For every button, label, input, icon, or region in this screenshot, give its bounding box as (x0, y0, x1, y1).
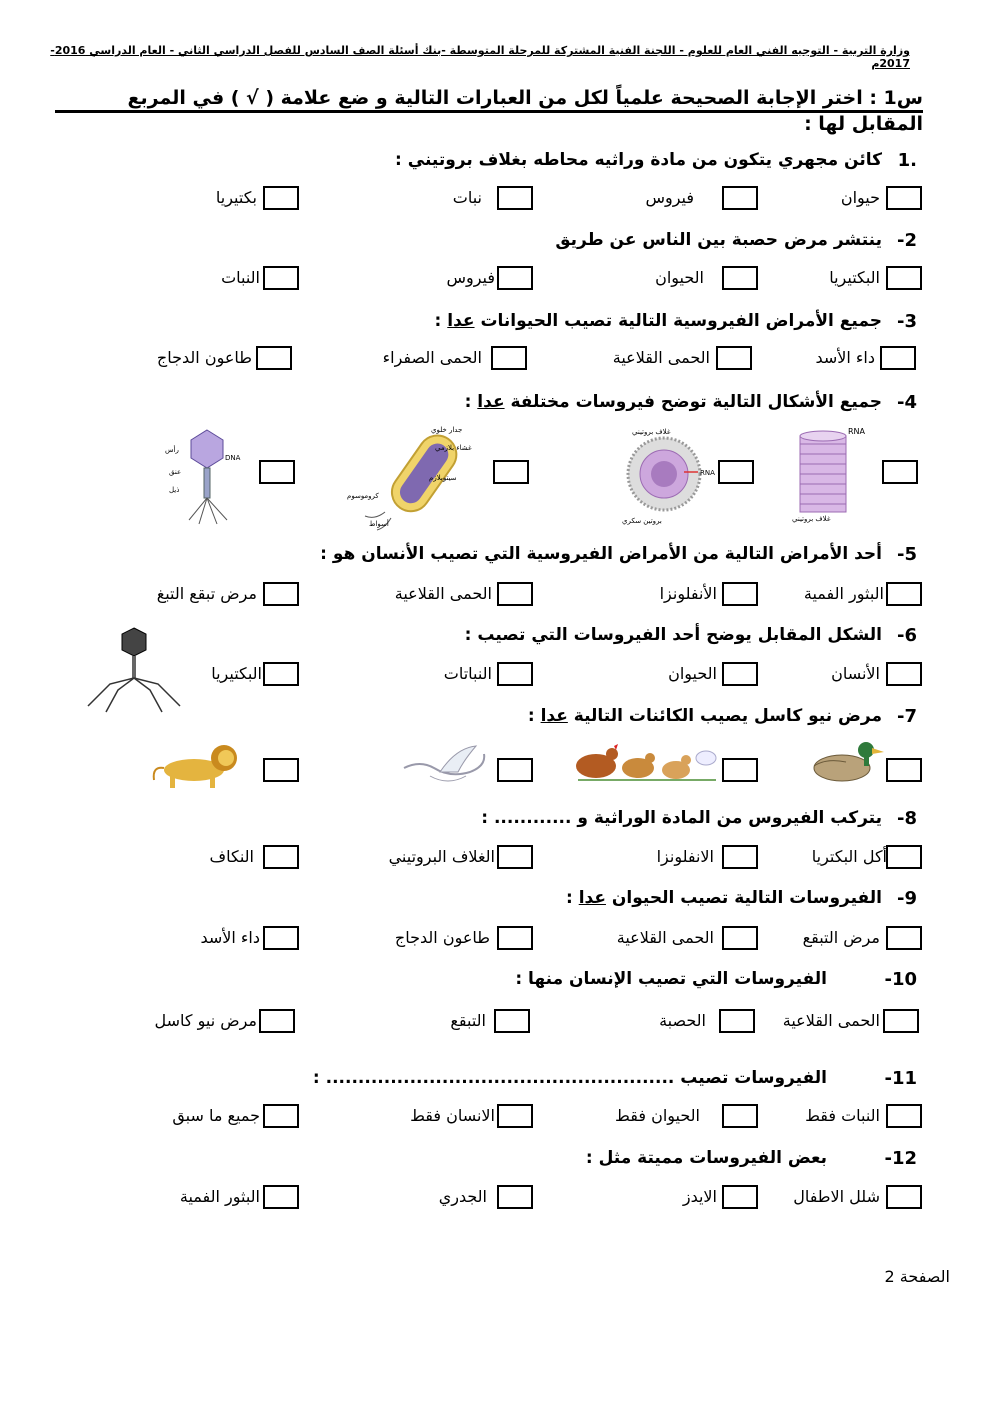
bacteriophage-figure (163, 426, 245, 526)
option-label: البكتيريا (211, 664, 262, 683)
virus-shape (628, 438, 700, 510)
option-label: أكل البكتريا (811, 847, 887, 866)
answer-checkbox[interactable] (497, 1185, 533, 1209)
question-number: -9 (897, 888, 917, 909)
answer-checkbox[interactable] (722, 186, 758, 210)
answer-checkbox[interactable] (882, 460, 918, 484)
question-number: -6 (897, 625, 917, 646)
option-label: الحيوان فقط (615, 1106, 700, 1125)
answer-checkbox[interactable] (263, 758, 299, 782)
question-text: الشكل المقابل يوضح أحد الفيروسات التي تصيب : (464, 625, 882, 645)
option-label: الانفلونزا (656, 847, 714, 866)
option-label: الانسان فقط (410, 1106, 495, 1125)
answer-checkbox[interactable] (263, 1104, 299, 1128)
answer-checkbox[interactable] (259, 1009, 295, 1033)
question-text: الفيروسات تصيب ...................................................... : (312, 1068, 827, 1088)
label-chromosome: كروموسوم (347, 492, 379, 500)
option-label: فيروس (446, 268, 495, 287)
answer-checkbox[interactable] (497, 186, 533, 210)
answer-checkbox[interactable] (719, 1009, 755, 1033)
option-label: مرض نيو كاسل (154, 1011, 257, 1030)
question-text (528, 706, 882, 726)
option-label: طاعون الدجاج (394, 928, 490, 947)
question-text-colon: : (434, 311, 442, 331)
answer-checkbox[interactable] (886, 582, 922, 606)
question-text-main: الفيروسات التالية تصيب الحيوان (611, 888, 882, 908)
answer-checkbox[interactable] (263, 1185, 299, 1209)
label-cytoplasm: سيتوبلازم (429, 474, 457, 482)
answer-checkbox[interactable] (722, 1104, 758, 1128)
question-text-colon: : (527, 706, 535, 726)
question-text (435, 311, 882, 331)
answer-checkbox[interactable] (886, 758, 922, 782)
lion-shape (154, 745, 237, 788)
answer-checkbox[interactable] (497, 1104, 533, 1128)
answer-checkbox[interactable] (716, 346, 752, 370)
question-number: -5 (897, 544, 917, 565)
label-neck: عنق (169, 468, 182, 476)
phage-shape (189, 430, 227, 524)
question-text: الفيروسات التي تصيب الإنسان منها : (515, 969, 827, 989)
option-label: حيوان (840, 188, 880, 207)
label-rna: RNA (848, 427, 866, 436)
question-number: -2 (897, 230, 917, 251)
option-label: شلل الاطفال (793, 1187, 880, 1206)
swan-figure (400, 742, 490, 790)
answer-checkbox[interactable] (722, 662, 758, 686)
duck-shape (814, 742, 884, 781)
option-label: مرض تبقع التبغ (156, 584, 257, 603)
answer-checkbox[interactable] (263, 186, 299, 210)
option-label: الحصبة (659, 1011, 706, 1030)
question-number: -10 (884, 969, 917, 990)
option-label: النبات (221, 268, 260, 287)
option-label: الجدري (438, 1187, 487, 1206)
answer-checkbox[interactable] (722, 1185, 758, 1209)
page-header: وزارة التربية - التوجيه الفني العام للعلوم - اللجنة الفنية المشتركة للمرحلة المتوسطة -بنك أسئلة الصف السادس للفصل الدراسي الثاني - العام الدراسي 2016-2017م (50, 44, 910, 70)
enveloped-virus-figure (620, 424, 716, 526)
chickens-figure (570, 740, 720, 786)
virus-shape (800, 431, 846, 512)
option-label: الحيوان (655, 268, 704, 287)
answer-checkbox[interactable] (497, 582, 533, 606)
option-label: التبقع (450, 1011, 486, 1030)
question-text: كائن مجهري يتكون من مادة وراثيه محاطه بغلاف بروتيني : (395, 150, 882, 170)
label-dna: DNA (225, 454, 241, 462)
answer-checkbox[interactable] (497, 758, 533, 782)
answer-checkbox[interactable] (886, 266, 922, 290)
answer-checkbox[interactable] (497, 662, 533, 686)
question-text-main: جميع الأشكال التالية توضح فيروسات مختلفة (510, 392, 882, 412)
question-text-colon: : (565, 888, 573, 908)
answer-checkbox[interactable] (886, 1185, 922, 1209)
label-membrane: غشاء بلازمي (435, 444, 472, 452)
answer-checkbox[interactable] (718, 460, 754, 484)
duck-figure (806, 736, 886, 786)
answer-checkbox[interactable] (883, 1009, 919, 1033)
bacteria-figure (345, 420, 472, 530)
label-cell-wall: جدار خلوي (431, 426, 463, 434)
answer-checkbox[interactable] (880, 346, 916, 370)
option-label: بكتيريا (215, 188, 257, 207)
option-label: الأنسان (831, 664, 880, 683)
answer-checkbox[interactable] (886, 186, 922, 210)
option-label: داء الأسد (815, 348, 875, 367)
answer-checkbox[interactable] (886, 1104, 922, 1128)
answer-checkbox[interactable] (886, 926, 922, 950)
question-text (566, 888, 882, 908)
label-head: رأس (165, 446, 179, 454)
answer-checkbox[interactable] (263, 926, 299, 950)
answer-checkbox[interactable] (722, 758, 758, 782)
question-text-main: جميع الأمراض الفيروسية التالية تصيب الحيوانات (480, 311, 882, 331)
question-text-main: مرض نيو كاسل يصيب الكائنات التالية (573, 706, 882, 726)
option-label: النكاف (209, 847, 254, 866)
option-label: جميع ما سبق (172, 1106, 260, 1125)
chickens-shape (576, 744, 716, 780)
rod-virus-figure (790, 424, 882, 524)
question-number: -3 (897, 311, 917, 332)
option-label: داء الأسد (200, 928, 260, 947)
option-label: النباتات (443, 664, 492, 683)
lion-figure (150, 740, 246, 790)
answer-checkbox[interactable] (491, 346, 527, 370)
option-label: مرض التبقع (802, 928, 880, 947)
page-number: الصفحة 2 (884, 1267, 950, 1286)
question-number: 1. (897, 150, 917, 171)
answer-checkbox[interactable] (886, 845, 922, 869)
question-text: ينتشر مرض حصبة بين الناس عن طريق (555, 230, 882, 250)
option-label: النبات فقط (805, 1106, 880, 1125)
label-tail: ذيل (169, 486, 180, 494)
answer-checkbox[interactable] (722, 582, 758, 606)
option-label: الحمى القلاعية (616, 928, 714, 947)
question-text-except: عدا (540, 706, 568, 726)
question-number: -8 (897, 808, 917, 829)
option-label: البثور الفمية (803, 584, 884, 603)
question-text (465, 392, 882, 412)
option-label: فيروس (645, 188, 694, 207)
answer-checkbox[interactable] (722, 266, 758, 290)
option-label: الحيوان (668, 664, 717, 683)
question-text: أحد الأمراض التالية من الأمراض الفيروسية التي تصيب الأنسان هو : (320, 544, 882, 564)
answer-checkbox[interactable] (493, 460, 529, 484)
option-label: طاعون الدجاج (156, 348, 252, 367)
answer-checkbox[interactable] (722, 845, 758, 869)
label-flagella: أسواط (369, 520, 389, 528)
phage-shape (88, 628, 180, 712)
answer-checkbox[interactable] (263, 266, 299, 290)
answer-checkbox[interactable] (263, 662, 299, 686)
option-label: الحمى القلاعية (394, 584, 492, 603)
answer-checkbox[interactable] (494, 1009, 530, 1033)
question-number: -7 (897, 706, 917, 727)
answer-checkbox[interactable] (256, 346, 292, 370)
phage-figure-small (84, 624, 184, 714)
option-label: البثور الفمية (179, 1187, 260, 1206)
question-text-except: عدا (578, 888, 606, 908)
option-label: الحمى الصفراء (382, 348, 482, 367)
option-label: الايدز (682, 1187, 717, 1206)
option-label: البكتيريا (829, 268, 880, 287)
label-glycoprotein: بروتين سكري (622, 517, 662, 525)
label-capsid: غلاف بروتيني (792, 515, 831, 523)
answer-checkbox[interactable] (263, 582, 299, 606)
option-label: الغلاف البروتيني (388, 847, 495, 866)
answer-checkbox[interactable] (259, 460, 295, 484)
question-number: -4 (897, 392, 917, 413)
swan-shape (404, 746, 484, 781)
answer-checkbox[interactable] (497, 845, 533, 869)
answer-checkbox[interactable] (886, 662, 922, 686)
section-title: س1 : اختر الإجابة الصحيحة علمياً لكل من العبارات التالية و ضع علامة ( √ ) في المربع المقابل لها : (55, 85, 923, 113)
label-rna: RNA (700, 469, 715, 477)
question-text-except: عدا (447, 311, 475, 331)
question-number: -11 (884, 1068, 917, 1089)
option-label: نبات (452, 188, 482, 207)
question-text: يتركب الفيروس من المادة الوراثية و ............ : (481, 808, 882, 828)
answer-checkbox[interactable] (497, 926, 533, 950)
question-text: بعض الفيروسات مميتة مثل : (585, 1148, 827, 1168)
option-label: الحمى القلاعية (782, 1011, 880, 1030)
option-label: الحمى القلاعية (612, 348, 710, 367)
option-label: الأنفلونزا (659, 584, 717, 603)
answer-checkbox[interactable] (722, 926, 758, 950)
question-text-except: عدا (477, 392, 505, 412)
question-text-colon: : (464, 392, 472, 412)
answer-checkbox[interactable] (263, 845, 299, 869)
question-number: -12 (884, 1148, 917, 1169)
answer-checkbox[interactable] (497, 266, 533, 290)
label-envelope: غلاف بروتيني (632, 428, 671, 436)
